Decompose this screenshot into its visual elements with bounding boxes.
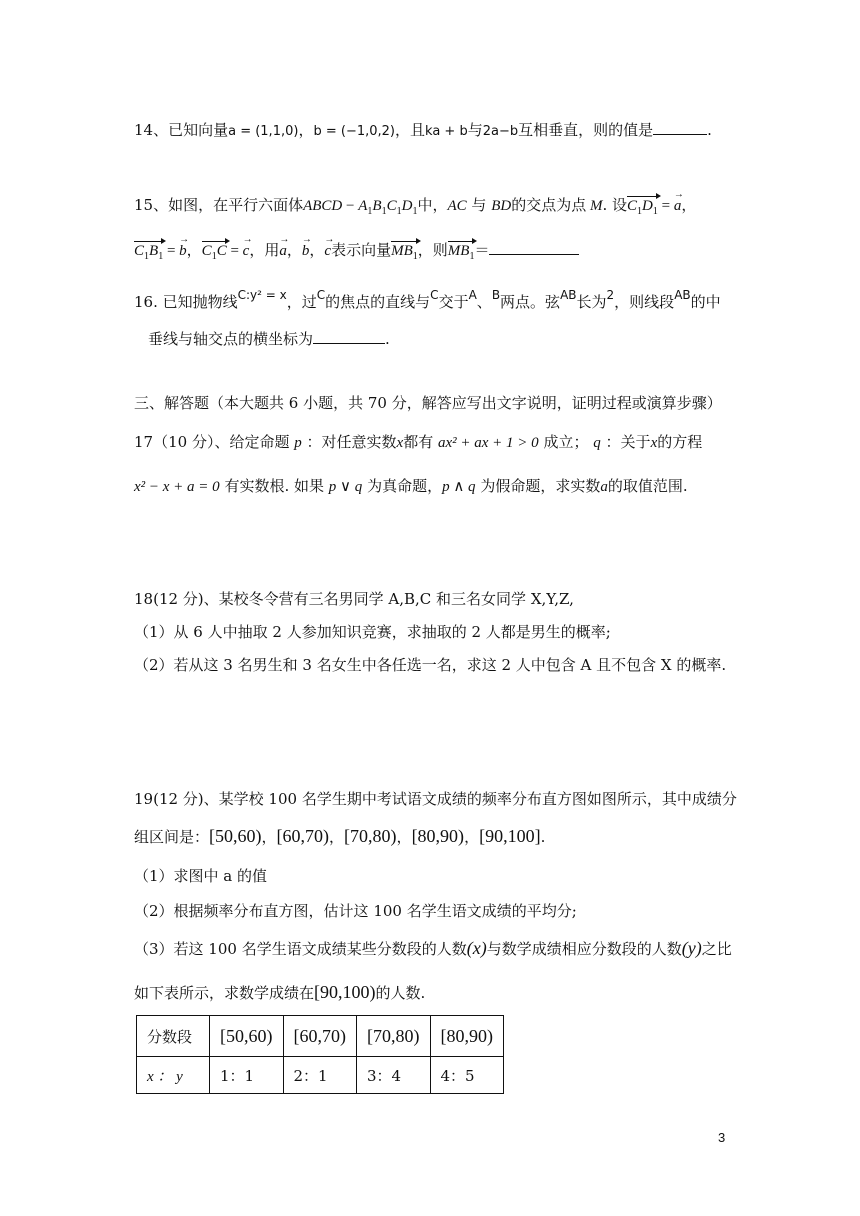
question-19-part-3: （3）若这 100 名学生语文成绩某些分数段的人数(x)与数学成绩相应分数段的人数(y)之比 bbox=[134, 938, 732, 958]
section-3-heading: 三、解答题（本大题共 6 小题，共 70 分，解答应写出文字说明，证明过程或演算步骤） bbox=[134, 394, 722, 412]
parabola-equation: C:y² = x bbox=[237, 288, 287, 302]
question-19-part-3-cont: 如下表所示，求数学成绩在[90,100)的人数. bbox=[134, 982, 426, 1002]
table-row bbox=[137, 1057, 504, 1094]
question-15-line-2: $C_1B_1$ = → b，$C_1C$ = → c，用→ a，→ b，→ c表示向量$MB_1$，则$MB_1=$ bbox=[134, 240, 579, 265]
interval-5: [90,100] bbox=[479, 826, 541, 846]
interval-1: [50,60) bbox=[209, 826, 262, 846]
equation: x² − x + a = 0 bbox=[134, 479, 220, 495]
table-header-row bbox=[137, 1016, 504, 1057]
question-15-line-1: 15、如图，在平行六面体ABCD − $A_1B_1C_1D_1$中，AC 与 BD的交点为点 M. 设$C_1D_1$ = → a， bbox=[134, 195, 696, 222]
question-14: 14、已知向量a = (1,1,0)，b = (−1,0,2)，且ka + b与2a−b互相垂直，则的值是 . bbox=[134, 121, 712, 139]
question-17-line-1: 17（10 分）、给定命题 p ：对任意实数x都有 ax² + ax + 1 > 0 成立； q ：关于x的方程 bbox=[134, 433, 703, 451]
table-cell: x ： y bbox=[137, 1057, 210, 1094]
inequality: ax² + ax + 1 > 0 bbox=[438, 435, 539, 451]
table-cell: 4：5 bbox=[430, 1057, 504, 1094]
table-cell: [70,80) bbox=[357, 1016, 431, 1057]
question-18-part-2: （2）若从这 3 名男生和 3 名女生中各任选一名，求这 2 人中包含 A 且不包含 X 的概率. bbox=[134, 656, 727, 674]
answer-blank bbox=[653, 120, 707, 135]
question-16-line-2: 垂线与轴交点的横坐标为 . bbox=[148, 330, 390, 348]
question-17-line-2: x² − x + a = 0 有实数根. 如果 p ∨ q 为真命题，p ∧ q 为假命题，求实数a的取值范围. bbox=[134, 477, 688, 495]
table-cell: [80,90) bbox=[430, 1016, 504, 1057]
page-number: 3 bbox=[718, 1130, 726, 1145]
table-cell: 3：4 bbox=[357, 1057, 431, 1094]
table-cell: [60,70) bbox=[283, 1016, 357, 1057]
question-18-part-1: （1）从 6 人中抽取 2 人参加知识竞赛，求抽取的 2 人都是男生的概率; bbox=[134, 623, 611, 641]
vector-a-expr: a = (1,1,0) bbox=[228, 124, 299, 139]
ratio-table bbox=[136, 1015, 504, 1094]
question-16-line-1: 16. 已知抛物线$^{C:y^2 = x}$，过$^C$的焦点的直线与$^C$交于$^A$、$^B$两点。弦$^{AB}$长为$^2$，则线段$^{AB}$的中 bbox=[134, 288, 721, 311]
answer-blank bbox=[489, 244, 579, 255]
interval-4: [80,90) bbox=[411, 826, 465, 846]
table-cell: [50,60) bbox=[210, 1016, 284, 1057]
interval-2: [60,70) bbox=[276, 826, 330, 846]
question-19-part-1: （1）求图中 a 的值 bbox=[134, 867, 268, 885]
table-cell: 2：1 bbox=[283, 1057, 357, 1094]
table-cell: 1：1 bbox=[210, 1057, 284, 1094]
answer-blank bbox=[313, 329, 385, 344]
vector-b-expr: b = (−1,0,2) bbox=[313, 124, 395, 139]
interval-3: [70,80) bbox=[344, 826, 397, 846]
question-19-line-2: 组区间是：[50,60)，[60,70)，[70,80)，[80,90)，[90,100]. bbox=[134, 826, 546, 846]
question-19-part-2: （2）根据频率分布直方图，估计这 100 名学生语文成绩的平均分; bbox=[134, 902, 577, 920]
question-19-line-1: 19(12 分)、某学校 100 名学生期中考试语文成绩的频率分布直方图如图所示，其中成绩分 bbox=[134, 790, 737, 808]
table-cell: 分数段 bbox=[137, 1016, 210, 1057]
question-18-line-1: 18(12 分)、某校冬令营有三名男同学 A,B,C 和三名女同学 X,Y,Z, bbox=[134, 590, 574, 608]
